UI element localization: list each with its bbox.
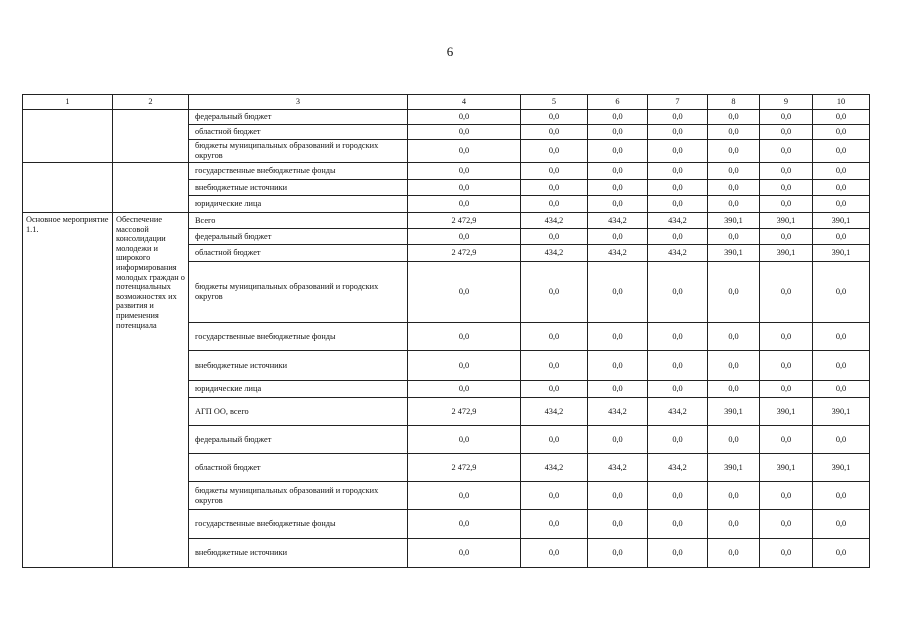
value-cell: 0,0 xyxy=(708,351,760,381)
value-cell: 0,0 xyxy=(708,323,760,351)
value-cell: 0,0 xyxy=(521,510,588,539)
column-header: 2 xyxy=(113,95,189,110)
value-cell: 0,0 xyxy=(760,180,813,196)
value-cell: 0,0 xyxy=(648,125,708,140)
value-cell: 2 472,9 xyxy=(408,245,521,262)
row-label: бюджеты муниципальных образований и городских округов xyxy=(189,482,408,510)
value-cell: 0,0 xyxy=(521,110,588,125)
value-cell: 0,0 xyxy=(588,163,648,180)
value-cell: 0,0 xyxy=(588,323,648,351)
value-cell: 2 472,9 xyxy=(408,213,521,229)
row-label: федеральный бюджет xyxy=(189,229,408,245)
value-cell: 434,2 xyxy=(588,454,648,482)
column-header: 6 xyxy=(588,95,648,110)
value-cell: 0,0 xyxy=(813,539,870,568)
value-cell: 0,0 xyxy=(521,262,588,323)
value-cell: 0,0 xyxy=(760,196,813,213)
value-cell: 0,0 xyxy=(521,381,588,398)
row-label: областной бюджет xyxy=(189,125,408,140)
value-cell: 390,1 xyxy=(760,454,813,482)
value-cell: 0,0 xyxy=(648,140,708,163)
row-label: Всего xyxy=(189,213,408,229)
column-header: 3 xyxy=(189,95,408,110)
value-cell: 0,0 xyxy=(813,229,870,245)
value-cell: 390,1 xyxy=(708,398,760,426)
value-cell: 0,0 xyxy=(708,163,760,180)
value-cell: 0,0 xyxy=(813,125,870,140)
value-cell: 0,0 xyxy=(813,426,870,454)
value-cell: 0,0 xyxy=(760,351,813,381)
row-label: федеральный бюджет xyxy=(189,110,408,125)
value-cell: 0,0 xyxy=(588,426,648,454)
value-cell: 0,0 xyxy=(708,262,760,323)
value-cell: 0,0 xyxy=(760,482,813,510)
value-cell: 0,0 xyxy=(708,539,760,568)
value-cell: 0,0 xyxy=(588,482,648,510)
value-cell: 0,0 xyxy=(708,140,760,163)
value-cell: 0,0 xyxy=(760,323,813,351)
value-cell: 0,0 xyxy=(648,351,708,381)
empty-cell xyxy=(23,110,113,163)
column-header: 8 xyxy=(708,95,760,110)
value-cell: 0,0 xyxy=(521,426,588,454)
value-cell: 0,0 xyxy=(813,351,870,381)
value-cell: 0,0 xyxy=(408,323,521,351)
value-cell: 0,0 xyxy=(708,426,760,454)
row-label: государственные внебюджетные фонды xyxy=(189,163,408,180)
value-cell: 434,2 xyxy=(588,245,648,262)
value-cell: 390,1 xyxy=(813,245,870,262)
value-cell: 0,0 xyxy=(648,539,708,568)
row-label: областной бюджет xyxy=(189,245,408,262)
value-cell: 0,0 xyxy=(408,262,521,323)
value-cell: 0,0 xyxy=(588,510,648,539)
value-cell: 0,0 xyxy=(648,426,708,454)
value-cell: 0,0 xyxy=(588,539,648,568)
value-cell: 0,0 xyxy=(408,539,521,568)
value-cell: 0,0 xyxy=(813,323,870,351)
row-label: АГП ОО, всего xyxy=(189,398,408,426)
row-label: областной бюджет xyxy=(189,454,408,482)
value-cell: 0,0 xyxy=(760,262,813,323)
value-cell: 0,0 xyxy=(708,229,760,245)
value-cell: 0,0 xyxy=(648,163,708,180)
column-header: 1 xyxy=(23,95,113,110)
value-cell: 0,0 xyxy=(708,196,760,213)
value-cell: 0,0 xyxy=(813,381,870,398)
row-label: государственные внебюджетные фонды xyxy=(189,510,408,539)
value-cell: 390,1 xyxy=(813,454,870,482)
event-description: Обеспечение массовой консолидации молодежи и широкого информирования молодых граждан о потенциальных возможностях их развития и применения потенциала xyxy=(113,213,189,568)
value-cell: 434,2 xyxy=(648,213,708,229)
empty-cell xyxy=(113,163,189,213)
value-cell: 0,0 xyxy=(521,482,588,510)
value-cell: 0,0 xyxy=(813,110,870,125)
page-number: 6 xyxy=(446,44,454,59)
value-cell: 0,0 xyxy=(521,229,588,245)
row-label: внебюджетные источники xyxy=(189,539,408,568)
value-cell: 0,0 xyxy=(760,125,813,140)
value-cell: 0,0 xyxy=(813,262,870,323)
empty-cell xyxy=(113,110,189,163)
row-label: юридические лица xyxy=(189,196,408,213)
value-cell: 0,0 xyxy=(648,510,708,539)
value-cell: 0,0 xyxy=(708,510,760,539)
value-cell: 0,0 xyxy=(813,163,870,180)
value-cell: 434,2 xyxy=(521,245,588,262)
value-cell: 390,1 xyxy=(708,213,760,229)
value-cell: 0,0 xyxy=(708,125,760,140)
value-cell: 0,0 xyxy=(588,229,648,245)
column-header: 4 xyxy=(408,95,521,110)
value-cell: 0,0 xyxy=(648,381,708,398)
value-cell: 0,0 xyxy=(521,351,588,381)
value-cell: 434,2 xyxy=(521,398,588,426)
value-cell: 434,2 xyxy=(648,398,708,426)
value-cell: 0,0 xyxy=(408,196,521,213)
value-cell: 0,0 xyxy=(521,125,588,140)
value-cell: 0,0 xyxy=(521,196,588,213)
value-cell: 0,0 xyxy=(760,381,813,398)
value-cell: 0,0 xyxy=(760,539,813,568)
value-cell: 390,1 xyxy=(813,398,870,426)
value-cell: 0,0 xyxy=(648,323,708,351)
value-cell: 0,0 xyxy=(760,163,813,180)
value-cell: 2 472,9 xyxy=(408,454,521,482)
value-cell: 0,0 xyxy=(708,482,760,510)
value-cell: 390,1 xyxy=(708,454,760,482)
value-cell: 0,0 xyxy=(760,426,813,454)
value-cell: 0,0 xyxy=(408,510,521,539)
value-cell: 0,0 xyxy=(521,539,588,568)
value-cell: 0,0 xyxy=(813,482,870,510)
table-row xyxy=(23,163,870,180)
value-cell: 0,0 xyxy=(408,163,521,180)
column-header: 9 xyxy=(760,95,813,110)
row-label: федеральный бюджет xyxy=(189,426,408,454)
value-cell: 0,0 xyxy=(648,229,708,245)
value-cell: 0,0 xyxy=(648,262,708,323)
value-cell: 0,0 xyxy=(760,140,813,163)
value-cell: 0,0 xyxy=(588,180,648,196)
value-cell: 434,2 xyxy=(588,213,648,229)
budget-table xyxy=(22,94,870,568)
value-cell: 0,0 xyxy=(408,381,521,398)
value-cell: 0,0 xyxy=(521,323,588,351)
header-row xyxy=(23,95,870,110)
value-cell: 434,2 xyxy=(521,213,588,229)
value-cell: 0,0 xyxy=(521,163,588,180)
value-cell: 0,0 xyxy=(760,110,813,125)
value-cell: 434,2 xyxy=(588,398,648,426)
value-cell: 0,0 xyxy=(588,125,648,140)
row-label: внебюджетные источники xyxy=(189,351,408,381)
value-cell: 0,0 xyxy=(588,381,648,398)
value-cell: 2 472,9 xyxy=(408,398,521,426)
value-cell: 390,1 xyxy=(708,245,760,262)
value-cell: 0,0 xyxy=(588,196,648,213)
value-cell: 0,0 xyxy=(648,110,708,125)
value-cell: 0,0 xyxy=(521,180,588,196)
column-header: 5 xyxy=(521,95,588,110)
value-cell: 0,0 xyxy=(648,196,708,213)
value-cell: 434,2 xyxy=(648,245,708,262)
value-cell: 0,0 xyxy=(408,229,521,245)
value-cell: 390,1 xyxy=(760,245,813,262)
value-cell: 0,0 xyxy=(588,351,648,381)
value-cell: 0,0 xyxy=(408,482,521,510)
value-cell: 0,0 xyxy=(408,180,521,196)
table-row xyxy=(23,110,870,125)
value-cell: 0,0 xyxy=(708,180,760,196)
table-row xyxy=(23,213,870,229)
value-cell: 0,0 xyxy=(760,510,813,539)
value-cell: 0,0 xyxy=(708,381,760,398)
value-cell: 0,0 xyxy=(648,180,708,196)
value-cell: 0,0 xyxy=(588,110,648,125)
value-cell: 0,0 xyxy=(408,125,521,140)
value-cell: 0,0 xyxy=(408,351,521,381)
value-cell: 0,0 xyxy=(813,196,870,213)
value-cell: 390,1 xyxy=(813,213,870,229)
empty-cell xyxy=(23,163,113,213)
value-cell: 0,0 xyxy=(708,110,760,125)
value-cell: 0,0 xyxy=(408,426,521,454)
value-cell: 0,0 xyxy=(813,180,870,196)
value-cell: 434,2 xyxy=(648,454,708,482)
column-header: 7 xyxy=(648,95,708,110)
value-cell: 0,0 xyxy=(588,140,648,163)
row-label: бюджеты муниципальных образований и городских округов xyxy=(189,262,408,323)
value-cell: 0,0 xyxy=(408,110,521,125)
column-header: 10 xyxy=(813,95,870,110)
value-cell: 0,0 xyxy=(648,482,708,510)
value-cell: 434,2 xyxy=(521,454,588,482)
value-cell: 390,1 xyxy=(760,213,813,229)
value-cell: 0,0 xyxy=(588,262,648,323)
value-cell: 0,0 xyxy=(813,510,870,539)
value-cell: 0,0 xyxy=(408,140,521,163)
value-cell: 0,0 xyxy=(813,140,870,163)
value-cell: 390,1 xyxy=(760,398,813,426)
row-label: государственные внебюджетные фонды xyxy=(189,323,408,351)
row-label: юридические лица xyxy=(189,381,408,398)
value-cell: 0,0 xyxy=(521,140,588,163)
row-label: внебюджетные источники xyxy=(189,180,408,196)
event-name: Основное мероприятие 1.1. xyxy=(23,213,113,568)
value-cell: 0,0 xyxy=(760,229,813,245)
row-label: бюджеты муниципальных образований и городских округов xyxy=(189,140,408,163)
